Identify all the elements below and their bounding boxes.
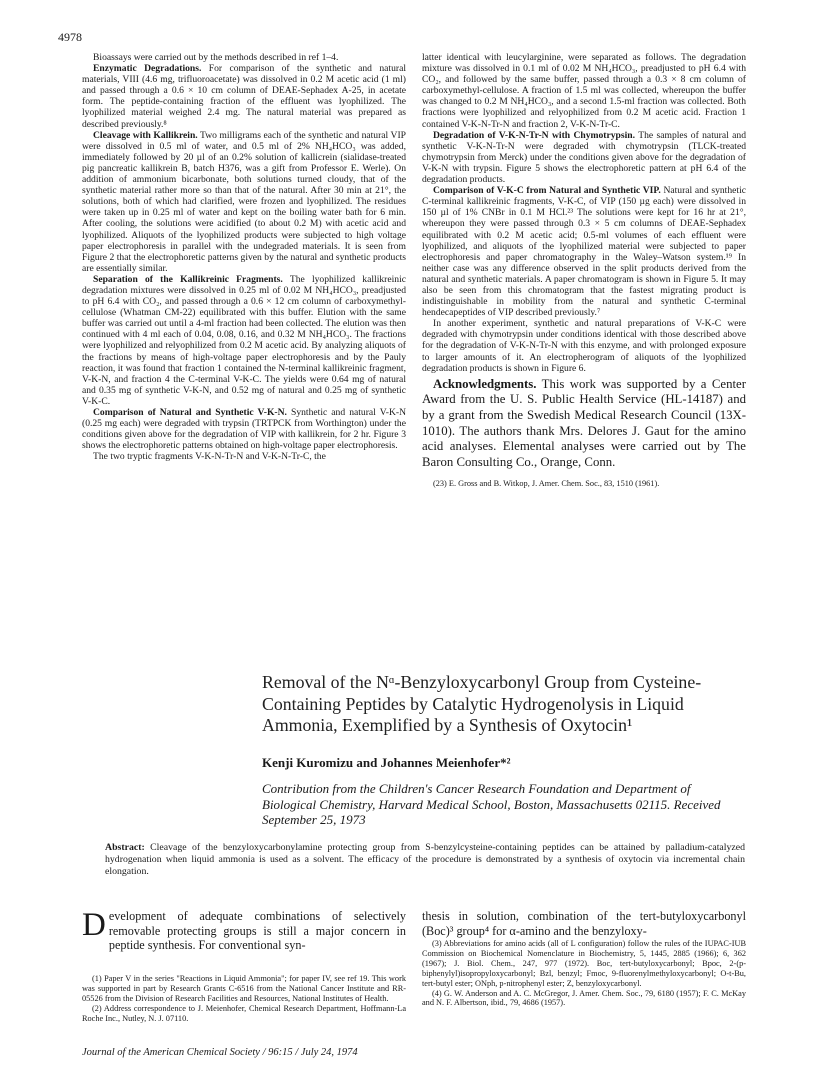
footnote: (3) Abbreviations for amino acids (all of L configuration) follow the rules of the IUPAC-IUB Commission on Biochemical Nomenclature in Biochemistry, 5, 1445, 2885 (1966); 6, 362 (1967); J. Biol. Chem., 247, 977 (1972). Boc, tert-butyloxycarbonyl; Bpoc, 2-(p-biphenylyl)isopropyloxycarbonyl; Bzl, benzyl; Fmoc, 9-fluorenylmethyloxycarbonyl; O-t-Bu, tert-butyl ester; ONph, p-nitrophenyl ester; Z, benzyloxycarbonyl.: [422, 939, 746, 988]
paragraph-text: For comparison of the synthetic and natural materials, VIII (4.6 mg, trifluoroacetate) was dissolved in 0.2 M acetic acid (1 ml) and passed through a 0.6 × 10 cm column of DEAE-Sephadex A-25, in acetate form. The peptide-containing fraction of the effluent was lyophilized. The lyophilized material weighed 2.4 mg. The natural material was prepared as described previously.⁸: [82, 63, 406, 130]
run-in-heading: Enzymatic Degradations.: [93, 63, 202, 75]
paragraph: [82, 130, 406, 274]
authors: Kenji Kuromizu and Johannes Meienhofer*²: [262, 755, 511, 770]
abstract-label: Abstract:: [105, 842, 145, 853]
paragraph-text: The lyophilized kallikreinic degradation mixtures were dissolved in 0.25 ml of 0.02 M NH₄HCO₃, preadjusted to pH 6.4 with CO₂, and passed through a 0.6 × 12 cm column of carboxymethyl-cellulose (Whatman CM-22) equilibrated with this buffer. Elution with the same buffer was carried out until a 4-ml fraction had been collected. The elution was then continued with 4 ml each of 0.04, 0.08, 0.16, and 0.32 M NH₄HCO₃. The fractions were lyophilized and relyophilized from 0.2 M acetic acid. By analyzing aliquots of the fractions by means of high-voltage paper electrophoresis and by the Pauly reaction, it was found that fraction 1 contained the N-terminal kallikreinic fragment, V-K-N, and fraction 4 the C-terminal V-K-C. The yields were 0.64 mg of natural and 0.35 mg of synthetic V-K-N, and 0.52 mg of natural and 0.25 mg of synthetic V-K-C.: [82, 273, 406, 407]
footnotes-right: [422, 939, 746, 1008]
run-in-heading: Separation of the Kallikreinic Fragments.: [93, 273, 283, 285]
paragraph: [82, 274, 406, 407]
paragraph-text: In another experiment, synthetic and natural preparations of V-K-C were degraded with chymotrypsin under conditions identical with those described above for the degradation of V-K-N-Tr-N with this enzyme, and with prolonged exposure to larger amounts of it. An electropherogram of aliquots of the lyophilized degradation products is shown in Figure 6.: [422, 318, 746, 374]
journal-footer: Journal of the American Chemical Society / 96:15 / July 24, 1974: [82, 1047, 358, 1058]
article-title: Removal of the Nᵅ-Benzyloxycarbonyl Group from Cysteine-Containing Peptides by Catalytic Hydrogenolysis in Liquid Ammonia, Exemplified by a Synthesis of Oxytocin¹: [262, 672, 702, 736]
paragraph: [422, 52, 746, 130]
run-in-heading: Comparison of V-K-C from Natural and Synthetic VIP.: [433, 185, 661, 197]
paragraph-text: Bioassays were carried out by the methods described in ref 1–4.: [93, 52, 339, 63]
body-text-left: [82, 909, 406, 953]
paragraph-text: The samples of natural and synthetic V-K-N-Tr-N were degraded with chymotrypsin (TLCK-treated chymotrypsin from Merck) under the conditions given above for the degradation of V-K-N with trypsin. Figure 5 shows the electrophoretic pattern at pH 6.4 of the degradation products.: [422, 129, 746, 186]
reference-23: (23) E. Gross and B. Witkop, J. Amer. Chem. Soc., 83, 1510 (1961).: [433, 479, 660, 489]
paragraph: [422, 130, 746, 185]
drop-cap: D: [82, 907, 106, 943]
footnote: (4) G. W. Anderson and A. C. McGregor, J. Amer. Chem. Soc., 79, 6180 (1957); F. C. McKay and N. F. Albertson, ibid., 79, 4686 (1957).: [422, 988, 746, 1008]
acknowledgments: [422, 377, 746, 471]
right-column: [422, 52, 746, 489]
footnote: (2) Address correspondence to J. Meienhofer, Chemical Research Department, Hoffmann-La Roche Inc., Nutley, N. J. 07110.: [82, 1003, 406, 1023]
paragraph: [422, 318, 746, 373]
run-in-heading: Comparison of Natural and Synthetic V-K-N.: [93, 407, 287, 418]
page-number: 4978: [58, 30, 82, 44]
paragraph: [82, 52, 406, 63]
paragraph: [82, 407, 406, 451]
body-paragraph: thesis in solution, combination of the tert-butyloxycarbonyl (Boc)³ group⁴ for α-amino and the benzyloxy-: [422, 909, 746, 938]
body-text-right: [422, 909, 746, 938]
abstract-text: Cleavage of the benzyloxycarbonylamine protecting group from S-benzylcysteine-containing peptides can be attained by palladium-catalyzed hydrogenation when liquid ammonia is used as a solvent. The efficacy of the procedure is demonstrated by a synthesis of oxytocin via incremental chain elongation.: [105, 842, 745, 877]
paragraph: [82, 63, 406, 130]
paragraph-text: Two milligrams each of the synthetic and natural VIP were dissolved in 0.5 ml of water, and 0.5 ml of 2% NH₄HCO₃ was added, immediately followed by 20 µl of an 0.2% solution of kallicrein (sialidase-treated pig pancreatic kallikrein B, batch H376, was a gift from Professor E. Werle). On addition of ammonium bicarbonate, both solutions turned cloudy, that of the synthetic material rather more so than that of the natural. After 30 min at 21°, the solutions, both of which had clarified, were frozen and lyophilized. The residues were taken up in 0.25 ml of water and kept on the boiling water bath for 6 min. After cooling, the solutions were acidified (to about 0.2 M) with acetic acid and lyophilized. Aliquots of the lyophilized products were subjected to high voltage paper electrophoresis in parallel with the undegraded materials. It is seen from Figure 2 that the electrophoretic patterns given by the natural and synthetic products are essentially similar.: [82, 129, 406, 274]
body-paragraph: evelopment of adequate combinations of selectively removable protecting groups is still a major concern in peptide synthesis. For conventional syn-: [108, 909, 406, 953]
paragraph-text: The two tryptic fragments V-K-N-Tr-N and V-K-N-Tr-C, the: [93, 451, 326, 463]
paragraph-text: latter identical with leucylarginine, were separated as follows. The degradation mixture was dissolved in 0.1 ml of 0.02 M NH₄HCO₃, preadjusted to pH 6.4 with CO₂, and followed by the same buffer, passed through a 0.3 × 8 cm column of carboxymethyl-cellulose. A fraction of 1.5 ml was collected, whereupon the buffer was changed to 0.2 M NH₄HCO₃, and a second 1.5-ml fraction was collected. Both fractions were lyophilized and relyophilized from 0.2 M acetic acid. Fraction 1 contained V-K-N-Tr-N and fraction 2, V-K-N-Tr-C.: [422, 52, 746, 130]
paragraph: [422, 185, 746, 318]
left-column: [82, 52, 406, 462]
footnotes-left: [82, 974, 406, 1024]
abstract: [105, 842, 745, 877]
paragraph-text: Synthetic and natural V-K-N (0.25 mg each) were degraded with trypsin (TRTPCK from Worthington) under the conditions given above for the degradation of VIP with kallikrein, for 2 hr. Figure 3 shows the electrophoretic patterns obtained on high-voltage paper electrophoresis.: [82, 407, 407, 452]
paragraph-text: Natural and synthetic C-terminal kallikreinic fragments, V-K-C, of VIP (150 µg each) were dissolved in 150 µl of 1% CNBr in 0.1 M HCl.²³ The solutions were kept for 16 hr at 21°, whereupon they were passed through 0.3 × 5 cm columns of DEAE-Sephadex equilibrated with 0.2 M acetic acid; 0.5-ml volumes of each effluent were lyophilized, and aliquots of the lyophilized material were subjected to paper electrophoresis and paper chromatography in the Waley–Watson system.¹⁹ In neither case was any difference observed in the split products derived from the natural and synthetic materials. A paper chromatogram is shown in Figure 5. It may also be seen from this chromatogram that the fastest migrating product is indistinguishable in mobility from the natural and synthetic C-terminal hendecapeptides of VIP described previously.⁷: [422, 185, 746, 319]
acknowledgments-heading: Acknowledgments.: [433, 376, 537, 391]
footnote: (1) Paper V in the series "Reactions in Liquid Ammonia"; for paper IV, see ref 19. This work was supported in part by Research Grants C-6516 from the National Cancer Institute and RR-05526 from the Division of Research Facilities and Resources, National Institutes of Health.: [82, 974, 406, 1003]
run-in-heading: Degradation of V-K-N-Tr-N with Chymotrypsin.: [433, 129, 636, 141]
paragraph: [82, 451, 406, 462]
affiliation: Contribution from the Children's Cancer Research Foundation and Department of Biological Chemistry, Harvard Medical School, Boston, Massachusetts 02115. Received September 25, 1973: [262, 781, 721, 827]
run-in-heading: Cleavage with Kallikrein.: [93, 129, 198, 141]
acknowledgments-text: This work was supported by a Center Award from the U. S. Public Health Service (HL-14187) and by a grant from the Swedish Medical Research Council (13X-1010). The authors thank Mrs. Delores J. Gaut for the amino acid analyses. Elemental analyses were carried out by The Baron Consulting Co., Orange, Conn.: [422, 376, 746, 469]
